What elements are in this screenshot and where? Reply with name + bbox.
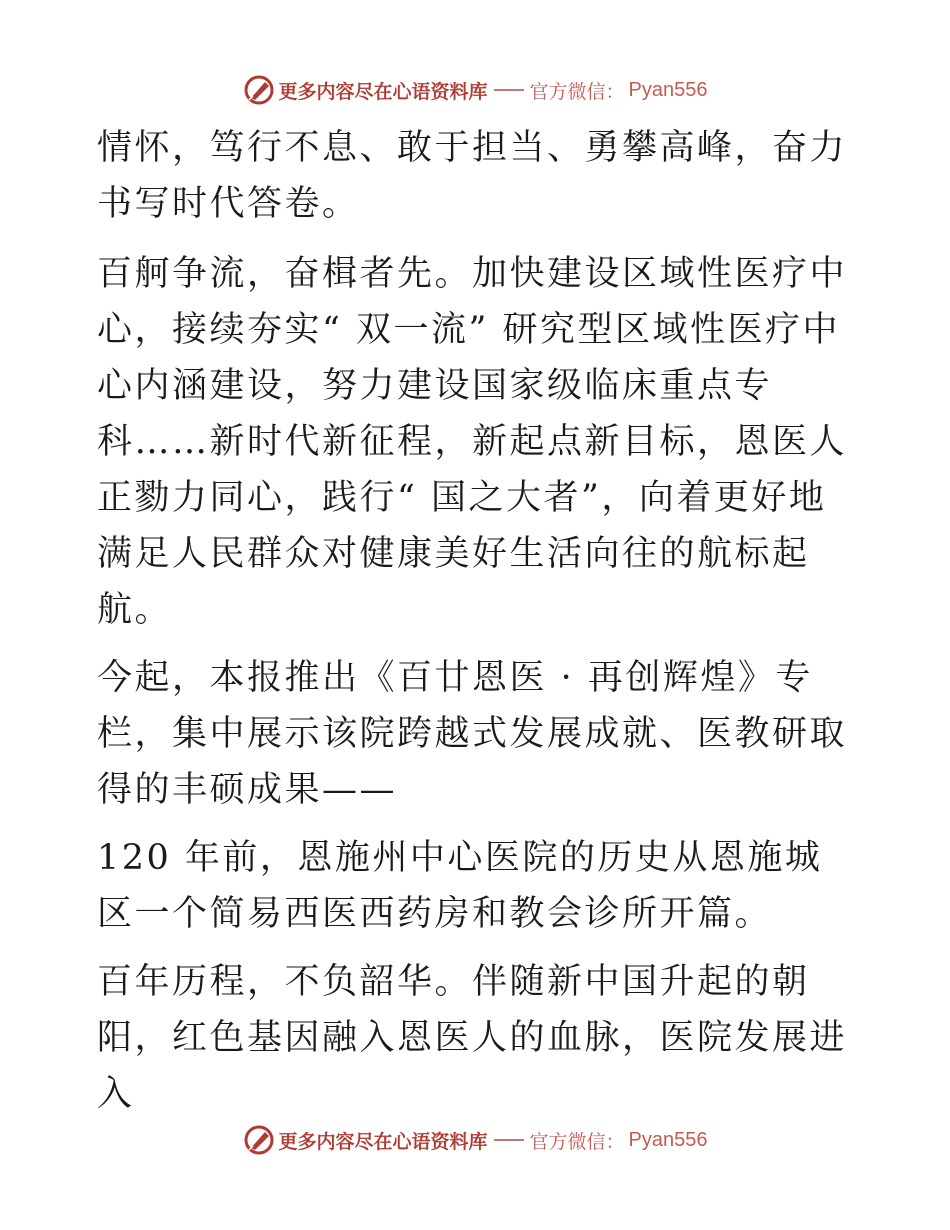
watermark-id: Pyan556 — [628, 1128, 708, 1151]
watermark-divider — [494, 1139, 524, 1141]
pen-logo-icon — [243, 1124, 275, 1156]
footer-watermark — [0, 1120, 950, 1160]
watermark-divider — [494, 89, 524, 91]
paragraph: 情怀，笃行不息、敢于担当、勇攀高峰，奋力书写时代答卷。 — [97, 128, 848, 224]
paragraph: 百舸争流，奋楫者先。加快建设区域性医疗中心，接续夯实“ 双一流” 研究型区域性医疗中心内涵建设，努力建设国家级临床重点专科……新时代新征程，新起点新目标，恩医人正勠力同心，践行“ 国之大者”，向着更好地满足人民群众对健康美好生活向往的航标起航。 — [97, 254, 848, 630]
watermark-id: Pyan556 — [628, 78, 708, 101]
paragraph: 120 年前，恩施州中心医院的历史从恩施城区一个简易西医西药房和教会诊所开篇。 — [97, 838, 823, 934]
paragraph: 百年历程，不负韶华。伴随新中国升起的朝阳，红色基因融入恩医人的血脉，医院发展进入 — [97, 962, 848, 1114]
pen-logo-icon — [243, 74, 275, 106]
watermark-brand: 更多内容尽在心语资料库 — [278, 80, 488, 103]
watermark-label: 官方微信： — [529, 1130, 625, 1153]
watermark-label: 官方微信： — [529, 80, 625, 103]
document-body — [97, 120, 857, 1134]
watermark-group — [243, 74, 708, 106]
watermark-brand: 更多内容尽在心语资料库 — [278, 1130, 488, 1153]
header-watermark — [0, 70, 950, 110]
paragraph: 今起，本报推出《百廿恩医 · 再创辉煌》专栏，集中展示该院跨越式发展成就、医教研取得的丰硕成果—— — [97, 658, 848, 810]
watermark-group — [243, 1124, 708, 1156]
